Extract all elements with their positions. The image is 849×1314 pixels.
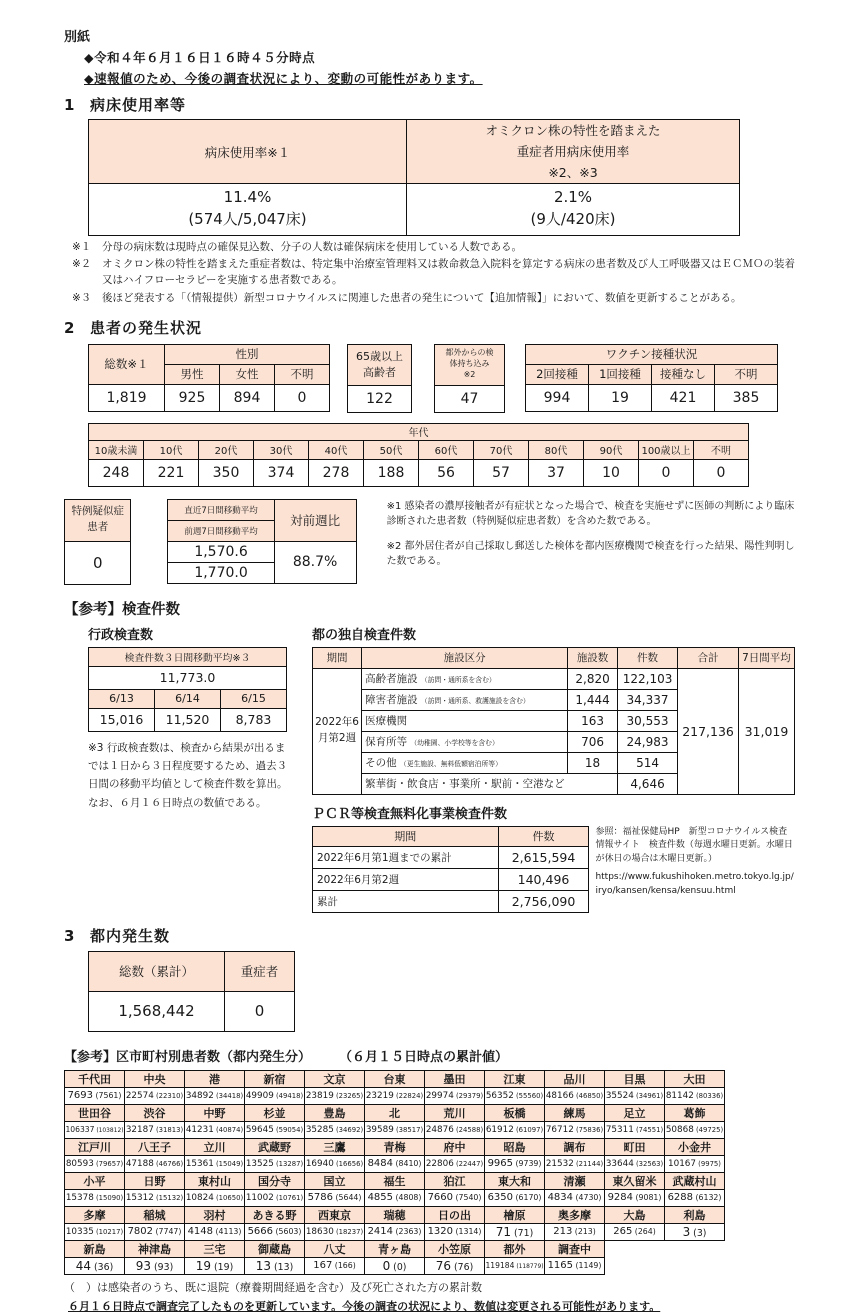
- municipality-count: 8484 (8410): [365, 1155, 425, 1172]
- section1-title: 病床使用率等: [90, 96, 187, 114]
- admin-date-value: 11,520: [155, 708, 221, 731]
- municipality-name: 日野: [125, 1172, 185, 1189]
- municipality-name: 東村山: [185, 1172, 245, 1189]
- column-header: 施設区分: [362, 647, 568, 668]
- vaccine-value: 421: [652, 384, 715, 411]
- reference-url: https://www.fukushihoken.metro.tokyo.lg.jp/iryo/kansen/kensa/kensuu.html: [595, 872, 794, 897]
- age-column-header: 10代: [144, 440, 199, 459]
- admin-avg-value: 11,773.0: [89, 666, 287, 689]
- municipality-name: 墨田: [425, 1070, 485, 1087]
- column-header: 期間: [313, 826, 499, 846]
- week-ratio-value: 88.7%: [274, 541, 356, 583]
- gender-column-header: 男性: [165, 364, 220, 384]
- municipality-name: 狛江: [425, 1172, 485, 1189]
- admin-test-table: [88, 647, 287, 732]
- municipality-name: 千代田: [65, 1070, 125, 1087]
- municipality-name: 町田: [605, 1138, 665, 1155]
- admin-date-value: 15,016: [89, 708, 155, 731]
- week-ratio-label: 対前週比: [274, 499, 356, 541]
- vaccine-column-header: 接種なし: [652, 364, 715, 384]
- municipality-count: 11002 (10761): [245, 1189, 305, 1206]
- severe-bed-usage-header: オミクロン株の特性を踏まえた 重症者用病床使用率 ※2、※3: [407, 120, 740, 184]
- age-column-header: 60代: [419, 440, 474, 459]
- period-cell: 2022年6月第2週: [313, 668, 362, 794]
- municipality-name: 瑞穂: [365, 1206, 425, 1223]
- age-value: 374: [254, 459, 309, 486]
- municipality-name: 三鷹: [305, 1138, 365, 1155]
- municipality-name: あきる野: [245, 1206, 305, 1223]
- pcr-free-test-title: ＰＣＲ等検査無料化事業検査件数: [312, 806, 508, 822]
- column-header: 件数: [498, 826, 589, 846]
- municipality-name: 西東京: [305, 1206, 365, 1223]
- empty-cell: [665, 1240, 725, 1257]
- age-value: 248: [89, 459, 144, 486]
- municipality-count: 35524 (34961): [605, 1087, 665, 1104]
- vaccine-table: [525, 344, 778, 412]
- age-value: 0: [694, 459, 749, 486]
- empty-cell: [665, 1257, 725, 1274]
- section3-heading: [64, 925, 795, 946]
- age-value: 350: [199, 459, 254, 486]
- test-count: 514: [617, 752, 677, 773]
- municipality-name: 国分寺: [245, 1172, 305, 1189]
- admin-test-block: [88, 624, 296, 913]
- age-value: 56: [419, 459, 474, 486]
- prev-7day-avg-value: 1,770.0: [168, 562, 274, 583]
- municipality-count: 1165 (1149): [545, 1257, 605, 1274]
- municipality-count: 5786 (5644): [305, 1189, 365, 1206]
- municipality-count: 44 (36): [65, 1257, 125, 1274]
- municipality-count: 23219 (22824): [365, 1087, 425, 1104]
- bed-usage-value: 11.4% (574人/5,047床): [89, 184, 407, 236]
- note-line: ※１ 分母の病床数は現時点の確保見込数、分子の人数は確保病床を使用している人数である。: [72, 240, 522, 253]
- footer-notes: [64, 1279, 795, 1314]
- age-column-header: 70代: [474, 440, 529, 459]
- municipality-count: 93 (93): [125, 1257, 185, 1274]
- municipality-name: 武蔵村山: [665, 1172, 725, 1189]
- admin-avg-header: 検査件数３日間移動平均※３: [89, 647, 287, 666]
- facility-category: その他 （更生施設、無料低額宿泊所等）: [362, 752, 568, 773]
- municipality-name: 大島: [605, 1206, 665, 1223]
- cumulative-total-header: 総数（累計）: [89, 951, 225, 991]
- municipality-name: 葛飾: [665, 1104, 725, 1121]
- gender-value: 925: [165, 384, 220, 411]
- empty-cell: [605, 1257, 665, 1274]
- municipality-count: 4834 (4730): [545, 1189, 605, 1206]
- municipality-name: 御蔵島: [245, 1240, 305, 1257]
- outside-sample-header: 都外からの検 体持ち込み ※2: [435, 344, 505, 385]
- municipality-name: 府中: [425, 1138, 485, 1155]
- vaccine-value: 19: [589, 384, 652, 411]
- section2-number: 2: [64, 318, 76, 337]
- pcr-row-label: 累計: [313, 890, 499, 912]
- municipality-count: 4148 (4113): [185, 1223, 245, 1240]
- municipality-name: 小笠原: [425, 1240, 485, 1257]
- age-column-header: 不明: [694, 440, 749, 459]
- facility-category: 保育所等 （幼稚園、小学校等を含む）: [362, 731, 568, 752]
- vaccine-value: 385: [715, 384, 778, 411]
- empty-cell: [605, 1240, 665, 1257]
- column-header: 件数: [617, 647, 677, 668]
- municipality-count: 19 (19): [185, 1257, 245, 1274]
- municipality-count: 50868 (49725): [665, 1121, 725, 1138]
- age-column-header: 100歳以上: [639, 440, 694, 459]
- municipality-count: 10824 (10650): [185, 1189, 245, 1206]
- municipality-count: 3 (3): [665, 1223, 725, 1240]
- facility-category: 繁華街・飲食店・事業所・駅前・空港など: [362, 773, 618, 794]
- column-header: 合計: [678, 647, 739, 668]
- recent-7day-avg-label: 直近7日間移動平均: [168, 499, 274, 520]
- municipality-count: 1320 (1314): [425, 1223, 485, 1240]
- municipality-count: 2414 (2363): [365, 1223, 425, 1240]
- age-column-header: 30代: [254, 440, 309, 459]
- municipality-count: 167 (166): [305, 1257, 365, 1274]
- gender-column-header: 不明: [275, 364, 330, 384]
- municipality-count: 10335 (10217): [65, 1223, 125, 1240]
- municipality-count: 13 (13): [245, 1257, 305, 1274]
- pcr-test-table: [312, 826, 589, 913]
- municipality-count: 15378 (15090): [65, 1189, 125, 1206]
- municipality-count: 47188 (46766): [125, 1155, 185, 1172]
- municipality-count: 56352 (55560): [485, 1087, 545, 1104]
- municipality-count: 15361 (15049): [185, 1155, 245, 1172]
- pcr-row-value: 2,615,594: [498, 846, 589, 868]
- admin-date-header: 6/14: [155, 689, 221, 708]
- pcr-row-value: 140,496: [498, 868, 589, 890]
- bed-usage-table: [88, 119, 740, 236]
- pcr-row-label: 2022年6月第2週: [313, 868, 499, 890]
- timestamp-line: ◆令和４年６月１６日１６時４５分時点: [84, 50, 316, 65]
- municipality-count: 213 (213): [545, 1223, 605, 1240]
- municipality-name: 青ヶ島: [365, 1240, 425, 1257]
- section2-title: 患者の発生状況: [90, 318, 203, 337]
- age-column-header: 90代: [584, 440, 639, 459]
- municipality-name: 大田: [665, 1070, 725, 1087]
- tokyo-cumulative-table: [88, 951, 295, 1032]
- municipality-name: 新宿: [245, 1070, 305, 1087]
- municipality-count: 119184 (118779): [485, 1257, 545, 1274]
- municipality-count: 34892 (34418): [185, 1087, 245, 1104]
- age-column-header: 10歳未満: [89, 440, 144, 459]
- municipality-name: 調査中: [545, 1240, 605, 1257]
- bed-usage-header: 病床使用率※１: [89, 120, 407, 184]
- municipality-name: 神津島: [125, 1240, 185, 1257]
- municipality-name: 品川: [545, 1070, 605, 1087]
- age-value: 221: [144, 459, 199, 486]
- pcr-row-label: 2022年6月第1週までの累計: [313, 846, 499, 868]
- municipality-count: 6288 (6132): [665, 1189, 725, 1206]
- age-value: 0: [639, 459, 694, 486]
- admin-date-header: 6/13: [89, 689, 155, 708]
- test-count-zone: [88, 624, 795, 913]
- municipality-count: 21532 (21144): [545, 1155, 605, 1172]
- section2-heading: [64, 317, 795, 338]
- municipality-count: 24876 (24588): [425, 1121, 485, 1138]
- municipality-name: 八丈: [305, 1240, 365, 1257]
- municipality-count: 265 (264): [605, 1223, 665, 1240]
- outside-sample-table: [434, 344, 505, 413]
- municipality-name: 練馬: [545, 1104, 605, 1121]
- municipality-count: 61912 (61097): [485, 1121, 545, 1138]
- municipality-name: 羽村: [185, 1206, 245, 1223]
- municipality-count: 81142 (80336): [665, 1087, 725, 1104]
- municipality-name: 足立: [605, 1104, 665, 1121]
- vaccine-column-header: 不明: [715, 364, 778, 384]
- note-line: ※2 都外居住者が自己採取し郵送した検体を都内医療機関で検査を行った結果、陽性判明した数である。: [386, 540, 795, 567]
- facility-count: 2,820: [568, 668, 618, 689]
- gender-header: 性別: [165, 344, 330, 364]
- facility-count: 706: [568, 731, 618, 752]
- municipality-name: 利島: [665, 1206, 725, 1223]
- elderly-value: 122: [348, 385, 412, 412]
- moving-average-table: [167, 499, 356, 584]
- municipality-count: 0 (0): [365, 1257, 425, 1274]
- municipality-count: 106337 (103812): [65, 1121, 125, 1138]
- municipality-count: 32187 (31813): [125, 1121, 185, 1138]
- gender-column-header: 女性: [220, 364, 275, 384]
- column-header: 7日間平均: [738, 647, 794, 668]
- admin-test-title: 行政検査数: [88, 627, 154, 643]
- municipality-count: 9965 (9739): [485, 1155, 545, 1172]
- municipality-name: 渋谷: [125, 1104, 185, 1121]
- municipality-name: 新島: [65, 1240, 125, 1257]
- municipality-name: 港: [185, 1070, 245, 1087]
- municipality-name: 国立: [305, 1172, 365, 1189]
- patient-summary-tables: [88, 344, 795, 413]
- special-case-row: [64, 499, 795, 585]
- facility-category: 障害者施設 （訪問・通所系、救護施設を含む）: [362, 689, 568, 710]
- facility-category: 高齢者施設 （訪問・通所系を含む）: [362, 668, 568, 689]
- municipality-name: 三宅: [185, 1240, 245, 1257]
- municipality-name: 清瀬: [545, 1172, 605, 1189]
- recent-7day-avg-value: 1,570.6: [168, 541, 274, 562]
- facility-count: 1,444: [568, 689, 618, 710]
- municipality-count: 75311 (74551): [605, 1121, 665, 1138]
- municipality-table: [64, 1070, 725, 1275]
- total-header: 総数※１: [89, 344, 165, 384]
- municipality-name: 青梅: [365, 1138, 425, 1155]
- municipality-count: 49909 (49418): [245, 1087, 305, 1104]
- test-count: 30,553: [617, 710, 677, 731]
- vaccine-column-header: 2回接種: [526, 364, 589, 384]
- note-line: ６月１６日時点で調査完了したものを更新しています。今後の調査の状況により、数値は変更される可能性があります。: [68, 1299, 661, 1313]
- municipality-name: 日の出: [425, 1206, 485, 1223]
- total-value: 1,819: [89, 384, 165, 411]
- page-corner-label: 別紙: [64, 30, 91, 45]
- municipality-name: 稲城: [125, 1206, 185, 1223]
- municipality-count: 76712 (75836): [545, 1121, 605, 1138]
- notice-line: ◆速報値のため、今後の調査状況により、変動の可能性があります。: [84, 71, 483, 86]
- municipality-heading: 【参考】区市町村別患者数（都内発生分） （６月１５日時点の累計値）: [64, 1049, 509, 1065]
- municipality-name: 世田谷: [65, 1104, 125, 1121]
- age-table-header: 年代: [89, 423, 749, 440]
- municipality-count: 18630 (18237): [305, 1223, 365, 1240]
- municipality-name: 豊島: [305, 1104, 365, 1121]
- age-value: 37: [529, 459, 584, 486]
- note-line: ※３ 後ほど発表する「（情報提供）新型コロナウイルスに関連した患者の発生について【追加情報】」において、数値を更新することがある。: [72, 291, 742, 304]
- municipality-name: 杉並: [245, 1104, 305, 1121]
- section2-notes: [387, 499, 795, 579]
- test-count: 4,646: [617, 773, 677, 794]
- age-column-header: 50代: [364, 440, 419, 459]
- municipality-count: 48166 (46850): [545, 1087, 605, 1104]
- municipality-count: 71 (71): [485, 1223, 545, 1240]
- municipality-name: 江東: [485, 1070, 545, 1087]
- total-gender-table: [88, 344, 330, 412]
- admin-date-value: 8,783: [221, 708, 287, 731]
- municipality-count: 7693 (7561): [65, 1087, 125, 1104]
- prev-7day-avg-label: 前週7日間移動平均: [168, 520, 274, 541]
- municipality-count: 9284 (9081): [605, 1189, 665, 1206]
- test-count: 122,103: [617, 668, 677, 689]
- special-case-value: 0: [65, 541, 131, 584]
- vaccine-header: ワクチン接種状況: [526, 344, 778, 364]
- municipality-name: 台東: [365, 1070, 425, 1087]
- note-line: ※1 感染者の濃厚接触者が有症状となった場合で、検査を実施せずに医師の判断により臨床診断された患者数（特例疑似症患者数）を含めた数である。: [386, 500, 795, 527]
- municipality-count: 4855 (4808): [365, 1189, 425, 1206]
- admin-test-note: ※3 行政検査数は、検査から結果が出るまでは１日から３日程度要するため、過去３日間の移動平均値として検査件数を算出。なお、６月１６日時点の数値である。: [88, 741, 288, 809]
- elderly-table: [347, 344, 412, 413]
- gender-value: 894: [220, 384, 275, 411]
- municipality-count: 7660 (7540): [425, 1189, 485, 1206]
- municipality-name: 東久留米: [605, 1172, 665, 1189]
- tokyo-test-title: 都の独自検査件数: [312, 627, 417, 643]
- municipality-count: 76 (76): [425, 1257, 485, 1274]
- section1-heading: [64, 94, 795, 115]
- age-value: 57: [474, 459, 529, 486]
- outside-sample-value: 47: [435, 385, 505, 412]
- municipality-name: 武蔵野: [245, 1138, 305, 1155]
- municipality-count: 59645 (59054): [245, 1121, 305, 1138]
- municipality-name: 多摩: [65, 1206, 125, 1223]
- municipality-count: 29974 (29379): [425, 1087, 485, 1104]
- age-value: 10: [584, 459, 639, 486]
- section1-notes: [72, 240, 795, 307]
- municipality-count: 7802 (7747): [125, 1223, 185, 1240]
- municipality-count: 10167 (9975): [665, 1155, 725, 1172]
- section3-title: 都内発生数: [90, 926, 171, 945]
- municipality-name: 中野: [185, 1104, 245, 1121]
- municipality-name: 八王子: [125, 1138, 185, 1155]
- section1-number: 1: [64, 96, 76, 114]
- municipality-name: 立川: [185, 1138, 245, 1155]
- special-case-header: 特例疑似症 患者: [65, 499, 131, 541]
- municipality-name: 小金井: [665, 1138, 725, 1155]
- test-count: 24,983: [617, 731, 677, 752]
- special-case-table: [64, 499, 131, 585]
- reference-heading: 【参考】検査件数: [64, 601, 180, 618]
- municipality-count: 5666 (5603): [245, 1223, 305, 1240]
- test-count: 34,337: [617, 689, 677, 710]
- municipality-count: 41231 (40874): [185, 1121, 245, 1138]
- municipality-name: 奥多摩: [545, 1206, 605, 1223]
- municipality-name: 板橋: [485, 1104, 545, 1121]
- municipality-count: 16940 (16656): [305, 1155, 365, 1172]
- severe-bed-usage-value: 2.1% (9人/420床): [407, 184, 740, 236]
- municipality-name: 北: [365, 1104, 425, 1121]
- facility-count: 163: [568, 710, 618, 731]
- municipality-name: 目黒: [605, 1070, 665, 1087]
- municipality-count: 80593 (79657): [65, 1155, 125, 1172]
- column-header: 施設数: [568, 647, 618, 668]
- age-value: 188: [364, 459, 419, 486]
- pcr-reference-note: 参照：福祉保健局HP 新型コロナウイルス検査情報サイト 検査件数（毎週水曜日更新。水曜日が休日の場合は木曜日更新。） https://www.fukushihoken.metro.tokyo.lg.jp/iryo/kansen/kensa/kensuu.html: [595, 826, 795, 900]
- municipality-count: 33644 (32563): [605, 1155, 665, 1172]
- municipality-name: 昭島: [485, 1138, 545, 1155]
- municipality-name: 荒川: [425, 1104, 485, 1121]
- section3-number: 3: [64, 926, 76, 945]
- municipality-count: 6350 (6170): [485, 1189, 545, 1206]
- tokyo-week-avg: 31,019: [738, 668, 794, 794]
- age-value: 278: [309, 459, 364, 486]
- severe-header: 重症者: [225, 951, 295, 991]
- municipality-name: 小平: [65, 1172, 125, 1189]
- municipality-name: 東大和: [485, 1172, 545, 1189]
- municipality-count: 39589 (38517): [365, 1121, 425, 1138]
- tokyo-test-block: [312, 624, 795, 913]
- municipality-name: 檜原: [485, 1206, 545, 1223]
- municipality-name: 都外: [485, 1240, 545, 1257]
- municipality-count: 35285 (34692): [305, 1121, 365, 1138]
- municipality-count: 22806 (22447): [425, 1155, 485, 1172]
- pcr-row-value: 2,756,090: [498, 890, 589, 912]
- municipality-name: 調布: [545, 1138, 605, 1155]
- age-column-header: 80代: [529, 440, 584, 459]
- admin-date-header: 6/15: [221, 689, 287, 708]
- municipality-count: 22574 (22310): [125, 1087, 185, 1104]
- cumulative-total-value: 1,568,442: [89, 991, 225, 1031]
- vaccine-value: 994: [526, 384, 589, 411]
- age-column-header: 20代: [199, 440, 254, 459]
- municipality-name: 中央: [125, 1070, 185, 1087]
- vaccine-column-header: 1回接種: [589, 364, 652, 384]
- pcr-free-test-block: [312, 803, 795, 913]
- municipality-count: 23819 (23265): [305, 1087, 365, 1104]
- tokyo-total: 217,136: [678, 668, 739, 794]
- age-table: [88, 423, 749, 487]
- note-line: ※２ オミクロン株の特性を踏まえた重症者数は、特定集中治療室管理料又は救命救急入院料を算定する病床の患者数及び人工呼吸器又はＥＣＭＯの装着又はハイフローセラピーを実施する患者数である。: [72, 258, 795, 286]
- municipality-name: 福生: [365, 1172, 425, 1189]
- tokyo-test-table: [312, 647, 795, 795]
- elderly-header: 65歳以上 高齢者: [348, 344, 412, 385]
- municipality-name: 文京: [305, 1070, 365, 1087]
- note-line: （ ）は感染者のうち、既に退院（療養期間経過を含む）及び死亡された方の累計数: [64, 1280, 482, 1294]
- gender-value: 0: [275, 384, 330, 411]
- age-column-header: 40代: [309, 440, 364, 459]
- facility-category: 医療機関: [362, 710, 568, 731]
- severe-value: 0: [225, 991, 295, 1031]
- municipality-name: 江戸川: [65, 1138, 125, 1155]
- column-header: 期間: [313, 647, 362, 668]
- municipality-count: 13525 (13287): [245, 1155, 305, 1172]
- facility-count: 18: [568, 752, 618, 773]
- municipality-count: 15312 (15132): [125, 1189, 185, 1206]
